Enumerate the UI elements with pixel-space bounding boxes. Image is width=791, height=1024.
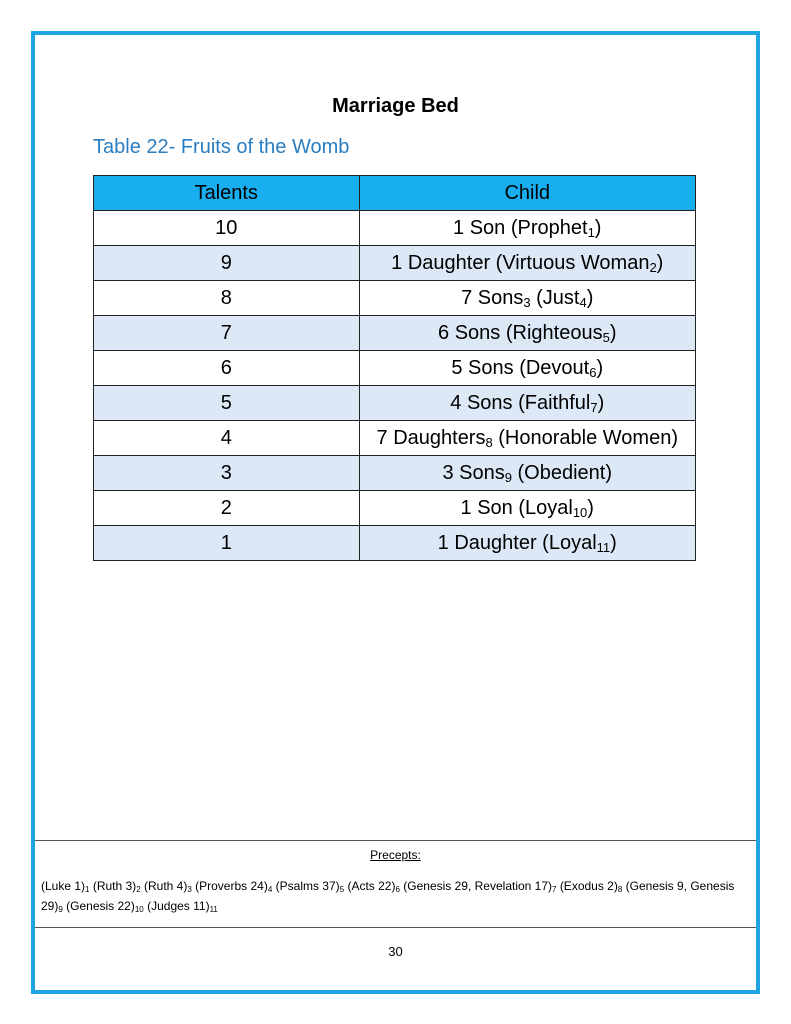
talents-cell: 10 [94, 211, 360, 246]
child-cell [359, 246, 695, 281]
child-text-suffix: ) [609, 321, 617, 344]
child-text-suffix: ) [596, 356, 604, 379]
table-body [94, 211, 696, 561]
talents-cell: 1 [94, 526, 360, 561]
child-text: 3 Sons [442, 461, 505, 484]
precept-footnote-number: 4 [267, 885, 273, 894]
table-row [94, 386, 696, 421]
child-text-suffix: (Honorable Women) [492, 426, 678, 449]
fruits-table [93, 175, 696, 561]
precept-footnote-number: 5 [339, 885, 345, 894]
child-footnote-number: 7 [590, 399, 598, 415]
child-text-suffix: (Obedient) [511, 461, 613, 484]
precept-reference: (Ruth 3) [92, 879, 137, 893]
table-header-row [94, 176, 696, 211]
precept-reference: (Genesis 29, Revelation 17) [403, 879, 553, 893]
precept-reference: (Ruth 4) [143, 879, 188, 893]
child-text: 1 Son (Prophet [453, 216, 588, 239]
talents-cell: 9 [94, 246, 360, 281]
precept-reference: (Psalms 37) [275, 879, 340, 893]
talents-cell: 7 [94, 316, 360, 351]
header-talents: Talents [94, 176, 360, 211]
table-row [94, 421, 696, 456]
child-cell [359, 491, 695, 526]
precepts-title: Precepts: [370, 848, 421, 862]
footnote-divider-bottom [35, 927, 756, 928]
talents-cell: 2 [94, 491, 360, 526]
precept-reference: (Exodus 2) [559, 879, 618, 893]
child-cell [359, 316, 695, 351]
table-row [94, 351, 696, 386]
table-row [94, 246, 696, 281]
precept-footnote-number: 10 [134, 905, 144, 914]
child-text: 7 Daughters [376, 426, 486, 449]
table-row [94, 316, 696, 351]
table-caption: Table 22- Fruits of the Womb [93, 136, 350, 158]
talents-cell: 5 [94, 386, 360, 421]
precept-footnote-number: 2 [136, 885, 141, 894]
child-text-suffix: ) [587, 496, 594, 519]
table-row [94, 456, 696, 491]
precept-reference: (Judges 11) [147, 899, 210, 913]
child-text-suffix: (Just [530, 286, 580, 309]
child-text: 4 Sons (Faithful [450, 391, 591, 414]
precept-footnote-number: 1 [85, 885, 90, 894]
precept-footnote-number: 3 [187, 885, 192, 894]
child-text-suffix: ) [610, 531, 617, 554]
child-text: 6 Sons (Righteous [438, 321, 603, 344]
talents-cell: 6 [94, 351, 360, 386]
precept-reference: (Genesis 9, Genesis 29) [41, 879, 735, 913]
table-row [94, 526, 696, 561]
precept-reference: (Acts 22) [347, 879, 396, 893]
header-child: Child [359, 176, 695, 211]
child-text-suffix: ) [586, 286, 594, 309]
child-footnote-number: 4 [579, 294, 587, 310]
precepts-references [41, 876, 741, 916]
child-footnote-number: 8 [485, 434, 493, 450]
precept-footnote-number: 6 [395, 885, 400, 894]
child-footnote-number: 11 [596, 539, 611, 555]
precept-reference: (Proverbs 24) [195, 879, 268, 893]
child-footnote-number: 10 [572, 504, 588, 520]
child-text: 1 Son (Loyal [460, 496, 573, 519]
child-text-suffix: ) [597, 391, 605, 414]
child-cell [359, 456, 695, 491]
precept-footnote-number: 7 [552, 885, 557, 894]
child-footnote-number: 1 [587, 224, 595, 240]
child-cell [359, 421, 695, 456]
child-cell [359, 386, 695, 421]
child-cell [359, 351, 695, 386]
talents-cell: 4 [94, 421, 360, 456]
talents-cell: 3 [94, 456, 360, 491]
table-row [94, 211, 696, 246]
child-footnote-number: 6 [589, 364, 597, 380]
table-row [94, 281, 696, 316]
precept-footnote-number: 11 [209, 905, 218, 914]
precept-footnote-number: 9 [58, 905, 63, 914]
child-text: 1 Daughter (Loyal [437, 531, 597, 554]
child-text-suffix: ) [656, 251, 664, 274]
child-footnote-number: 9 [504, 469, 512, 485]
child-text: 5 Sons (Devout [451, 356, 590, 379]
talents-cell: 8 [94, 281, 360, 316]
precept-footnote-number: 8 [617, 885, 623, 894]
child-cell [359, 211, 695, 246]
precept-reference: (Genesis 22) [66, 899, 135, 913]
child-cell [359, 281, 695, 316]
precept-reference: (Luke 1) [41, 879, 86, 893]
child-text: 1 Daughter (Virtuous Woman [391, 251, 650, 274]
table-row [94, 491, 696, 526]
footnote-divider-top [35, 840, 756, 841]
child-cell [359, 526, 695, 561]
child-footnote-number: 5 [602, 329, 610, 345]
child-text-suffix: ) [594, 216, 602, 239]
child-text: 7 Sons [461, 286, 524, 309]
page-number: 30 [388, 944, 403, 959]
child-footnote-number: 3 [523, 294, 531, 310]
section-heading: Marriage Bed [332, 95, 459, 117]
child-footnote-number: 2 [649, 259, 657, 275]
